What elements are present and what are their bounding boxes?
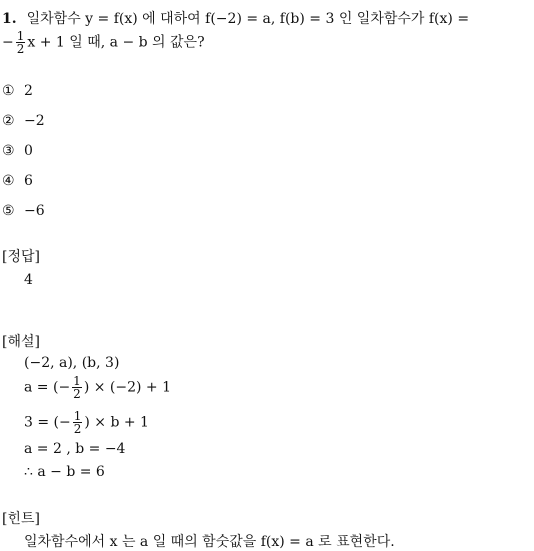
option-5[interactable]: [2, 203, 45, 219]
answer-value: 4: [24, 272, 33, 288]
explanation-line-2: [24, 375, 171, 400]
hint-label: [힌트]: [2, 511, 40, 527]
explanation-line-5: ∴ a − b = 6: [24, 464, 105, 480]
option-5-marker: ⑤: [2, 203, 15, 219]
question-text-line-1: 일차함수 y = f(x) 에 대하여 f(−2) = a, f(b) = 3 인 일차함수가 f(x) =: [26, 11, 470, 27]
explanation-line-2-suffix: ) × (−2) + 1: [83, 379, 172, 396]
explanation-line-1: (−2, a), (b, 3): [24, 355, 120, 371]
option-4[interactable]: [2, 173, 33, 189]
explanation-line-3-suffix: ) × b + 1: [84, 414, 149, 431]
explanation-frac-2-numerator: 1: [73, 409, 82, 423]
explanation-line-4: a = 2 , b = −4: [24, 441, 126, 457]
question-minus: −: [2, 34, 14, 51]
explanation-fraction-1: [72, 375, 82, 400]
explanation-line-3: [24, 410, 149, 435]
question-frac-denominator: 2: [16, 42, 25, 56]
question-fraction: [16, 30, 26, 55]
option-2-value: −2: [24, 113, 45, 129]
question-text-line-2: x + 1 일 때, a − b 의 값은?: [27, 34, 205, 51]
explanation-line-3-prefix: 3 = (−: [24, 414, 71, 431]
question-line-2: [2, 30, 205, 55]
explanation-frac-1-numerator: 1: [73, 374, 81, 388]
option-3[interactable]: [2, 143, 33, 159]
option-1[interactable]: [2, 83, 33, 99]
hint-text: 일차함수에서 x 는 a 일 때의 함숫값을 f(x) = a 로 표현한다.: [24, 534, 395, 550]
question-number: 1.: [2, 11, 17, 27]
option-3-marker: ③: [2, 143, 15, 159]
option-5-value: −6: [24, 203, 45, 219]
option-1-marker: ①: [2, 83, 15, 99]
option-1-value: 2: [24, 83, 33, 99]
explanation-fraction-2: [73, 410, 83, 435]
explanation-label: [해설]: [2, 334, 40, 350]
answer-label: [정답]: [2, 249, 40, 265]
explanation-line-2-prefix: a = (−: [24, 379, 71, 396]
option-3-value: 0: [24, 143, 33, 159]
option-2[interactable]: [2, 113, 45, 129]
option-4-value: 6: [24, 173, 33, 189]
explanation-frac-1-denominator: 2: [73, 387, 81, 401]
option-4-marker: ④: [2, 173, 15, 189]
explanation-frac-2-denominator: 2: [73, 422, 82, 436]
question-line-1: [2, 8, 469, 28]
question-frac-numerator: 1: [16, 29, 25, 43]
option-2-marker: ②: [2, 113, 15, 129]
